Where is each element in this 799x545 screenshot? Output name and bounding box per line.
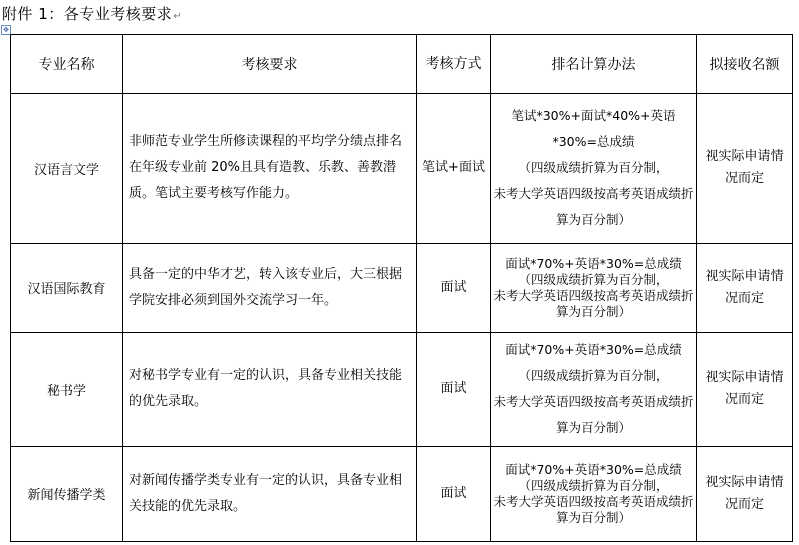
heading-text: 附件 1：各专业考核要求	[2, 5, 173, 23]
ranking-cell	[491, 333, 697, 447]
requirement-cell: 具备一定的中华才艺，转入该专业后，大三根据学院安排必须到国外交流学习一年。	[123, 243, 417, 332]
quota-cell: 视实际申请情况而定	[697, 243, 793, 332]
paragraph-mark-icon: ↵	[173, 11, 183, 22]
ranking-note-2: 未考大学英语四级按高考英语成绩折算为百分制）	[493, 287, 694, 319]
table-header-row	[11, 35, 793, 94]
requirement-cell: 对新闻传播学类专业有一定的认识，具备专业相关技能的优先录取。	[123, 446, 417, 541]
table-row	[11, 333, 793, 447]
quota-cell: 视实际申请情况而定	[697, 333, 793, 447]
column-header-ranking: 排名计算办法	[491, 35, 697, 94]
ranking-note-1: （四级成绩折算为百分制，	[518, 477, 669, 493]
ranking-formula: 面试*70%+英语*30%=总成绩	[505, 461, 682, 477]
column-header-major: 专业名称	[11, 35, 123, 94]
ranking-cell	[491, 446, 697, 541]
document-heading	[2, 4, 182, 27]
column-header-quota: 拟接收名额	[697, 35, 793, 94]
ranking-note-2: 未考大学英语四级按高考英语成绩折算为百分制）	[493, 186, 694, 228]
table-row	[11, 94, 793, 244]
ranking-note-1: （四级成绩折算为百分制，	[518, 271, 669, 287]
quota-cell: 视实际申请情况而定	[697, 94, 793, 244]
ranking-formula: 面试*70%+英语*30%=总成绩	[505, 342, 682, 358]
major-cell: 汉语国际教育	[11, 243, 123, 332]
ranking-cell	[491, 94, 697, 244]
major-cell: 汉语言文学	[11, 94, 123, 244]
major-cell: 新闻传播学类	[11, 446, 123, 541]
exam-type-cell: 笔试+面试	[417, 94, 491, 244]
ranking-note-2: 未考大学英语四级按高考英语成绩折算为百分制）	[493, 493, 694, 525]
ranking-formula: 面试*70%+英语*30%=总成绩	[505, 255, 682, 271]
column-header-requirement: 考核要求	[123, 35, 417, 94]
column-header-exam-type: 考核方式	[417, 35, 491, 94]
ranking-note-1: （四级成绩折算为百分制，	[518, 368, 669, 384]
assessment-requirements-table	[10, 34, 793, 542]
exam-type-cell: 面试	[417, 333, 491, 447]
quota-cell: 视实际申请情况而定	[697, 446, 793, 541]
exam-type-cell: 面试	[417, 243, 491, 332]
ranking-cell	[491, 243, 697, 332]
table-row	[11, 446, 793, 541]
table-move-handle-icon[interactable]: ✥	[1, 25, 11, 35]
table-row	[11, 243, 793, 332]
major-cell: 秘书学	[11, 333, 123, 447]
requirement-cell: 对秘书学专业有一定的认识，具备专业相关技能的优先录取。	[123, 333, 417, 447]
ranking-note-2: 未考大学英语四级按高考英语成绩折算为百分制）	[493, 394, 694, 436]
ranking-note-1: （四级成绩折算为百分制，	[518, 160, 669, 176]
requirement-cell: 非师范专业学生所修读课程的平均学分绩点排名在年级专业前 20%且具有造教、乐教、善教潜质。笔试主要考核写作能力。	[123, 94, 417, 244]
ranking-formula: 笔试*30%+面试*40%+英语*30%=总成绩	[511, 108, 676, 150]
exam-type-cell: 面试	[417, 446, 491, 541]
